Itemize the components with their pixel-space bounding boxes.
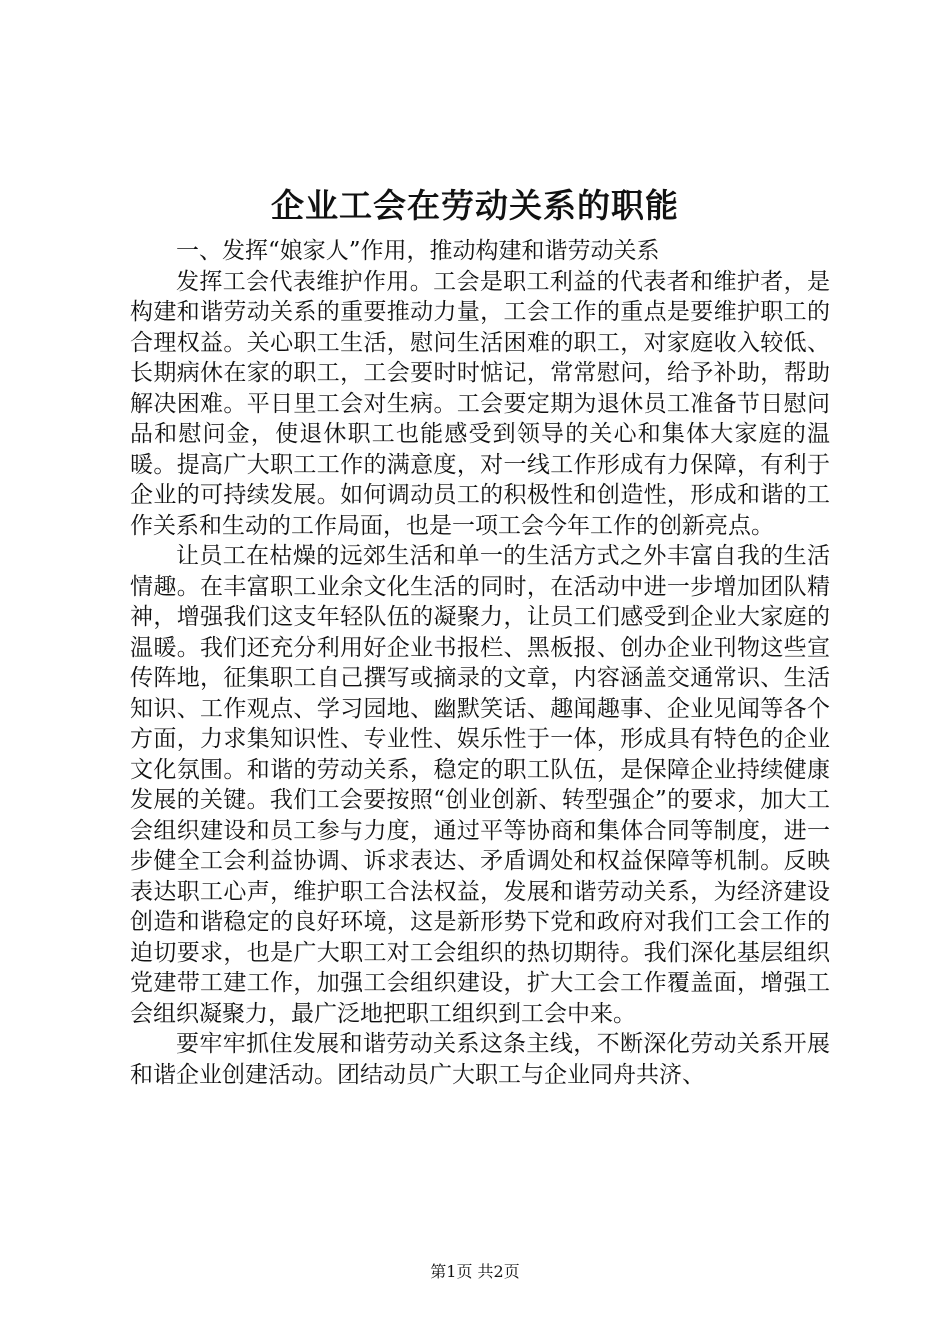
section-heading: 一、发挥“娘家人”作用，推动构建和谐劳动关系 xyxy=(176,238,660,264)
paragraph-3: 要牢牢抓住发展和谐劳动关系这条主线，不断深化劳动关系开展和谐企业创建活动。团结动员广大职工与企业同舟共济、 xyxy=(130,1031,830,1088)
page-footer xyxy=(0,1262,950,1282)
document-body xyxy=(130,236,830,1090)
paragraph-2: 让员工在枯燥的远郊生活和单一的生活方式之外丰富自我的生活情趣。在丰富职工业余文化生活的同时，在活动中进一步增加团队精神，增强我们这支年轻队伍的凝聚力，让员工们感受到企业大家庭的温暖。我们还充分利用好企业书报栏、黑板报、创办企业刊物这些宣传阵地，征集职工自己撰写或摘录的文章，内容涵盖交通常识、生活知识、工作观点、学习园地、幽默笑话、趣闻趣事、企业见闻等各个方面，力求集知识性、专业性、娱乐性于一体，形成具有特色的企业文化氛围。和谐的劳动关系，稳定的职工队伍，是保障企业持续健康发展的关键。我们工会要按照“创业创新、转型强企”的要求，加大工会组织建设和员工参与力度，通过平等协商和集体合同等制度，进一步健全工会利益协调、诉求表达、矛盾调处和权益保障等机制。反映表达职工心声，维护职工合法权益，发展和谐劳动关系，为经济建设创造和谐稳定的良好环境，这是新形势下党和政府对我们工会工作的迫切要求，也是广大职工对工会组织的热切期待。我们深化基层组织党建带工建工作，加强工会组织建设，扩大工会工作覆盖面，增强工会组织凝聚力，最广泛地把职工组织到工会中来。 xyxy=(130,543,830,1027)
paragraph-1: 发挥工会代表维护作用。工会是职工利益的代表者和维护者，是构建和谐劳动关系的重要推动力量，工会工作的重点是要维护职工的合理权益。关心职工生活，慰问生活困难的职工，对家庭收入较低、长期病休在家的职工，工会要时时惦记，常常慰问，给予补助，帮助解决困难。平日里工会对生病。工会要定期为退休员工准备节日慰问品和慰问金，使退休职工也能感受到领导的关心和集体大家庭的温暖。提高广大职工工作的满意度，对一线工作形成有力保障，有利于企业的可持续发展。如何调动员工的积极性和创造性，形成和谐的工作关系和生动的工作局面，也是一项工会今年工作的创新亮点。 xyxy=(130,268,830,539)
document-title: 企业工会在劳动关系的职能 xyxy=(271,186,679,225)
page-number: 第1页 共2页 xyxy=(430,1262,520,1281)
